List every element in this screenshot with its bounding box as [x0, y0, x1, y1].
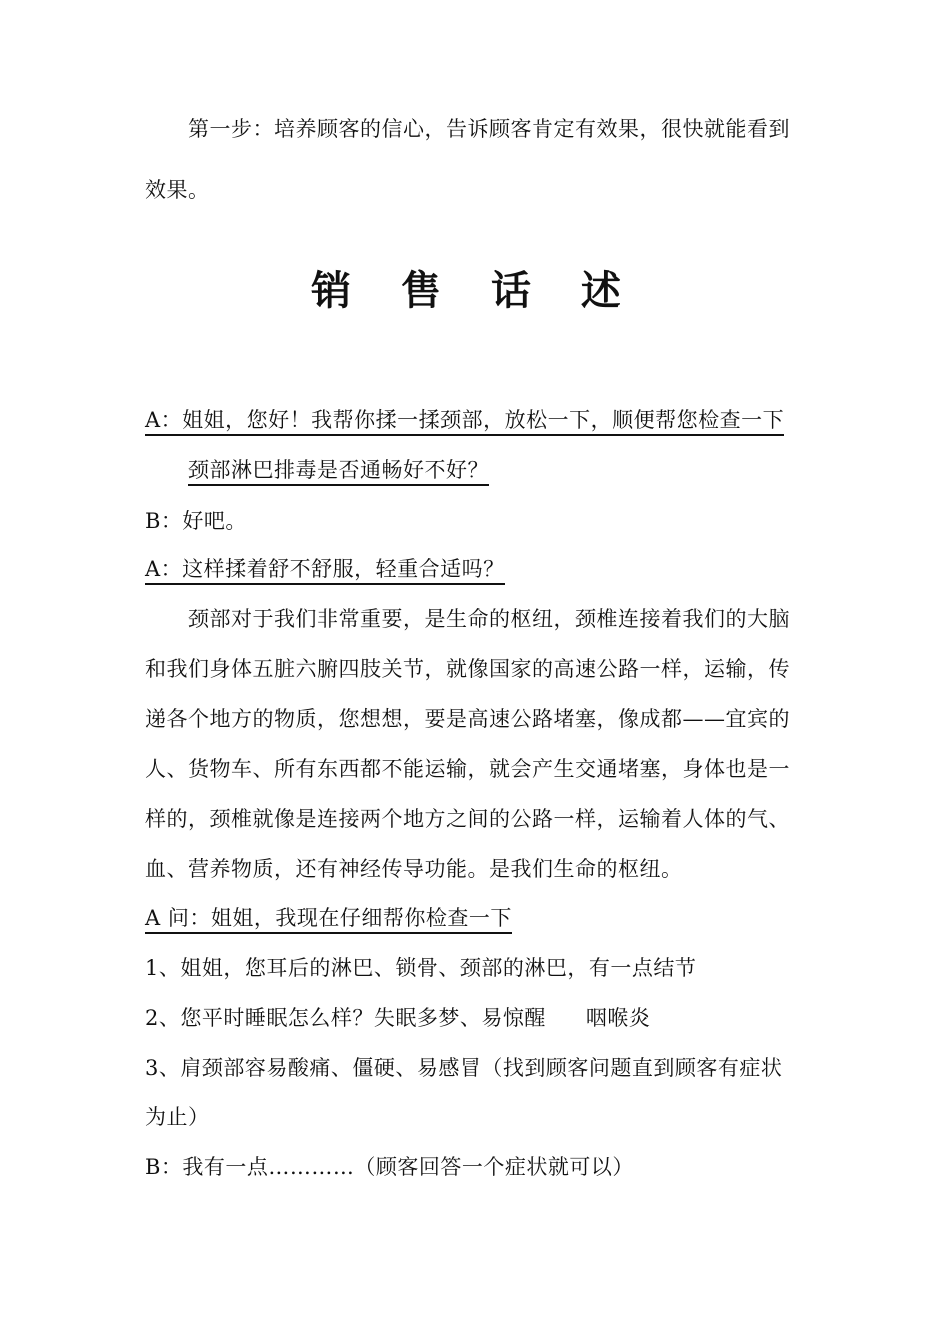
intro-step1-line2: 效果。 — [145, 178, 210, 202]
dialogue-b2: B：我有一点…………（顾客回答一个症状就可以） — [145, 1155, 634, 1179]
dialogue-b1: B：好吧。 — [145, 509, 247, 533]
dialogue-a2 — [145, 554, 505, 584]
paragraph-line: 颈部对于我们非常重要，是生命的枢纽，颈椎连接着我们的大脑 — [188, 607, 790, 631]
page-title: 销 售 话 述 — [311, 268, 639, 314]
paragraph-line: 和我们身体五脏六腑四肢关节，就像国家的高速公路一样，运输，传 — [145, 657, 790, 681]
check-item-3-line2: 为止） — [145, 1105, 210, 1129]
dialogue-a1-line2 — [188, 455, 489, 485]
intro-step1-line1: 第一步：培养顾客的信心，告诉顾客肯定有效果，很快就能看到 — [188, 117, 790, 141]
dialogue-a3-text: A 问：姐姐，我现在仔细帮你检查一下 — [145, 906, 512, 934]
dialogue-a2-text: A：这样揉着舒不舒服，轻重合适吗？ — [145, 557, 505, 585]
paragraph-line: 递各个地方的物质，您想想，要是高速公路堵塞，像成都——宜宾的 — [145, 707, 790, 731]
dialogue-a3 — [145, 903, 512, 933]
paragraph-line: 样的，颈椎就像是连接两个地方之间的公路一样，运输着人体的气、 — [145, 807, 790, 831]
dialogue-a1-line2-text: 颈部淋巴排毒是否通畅好不好？ — [188, 458, 489, 486]
check-item-2-text: 2、您平时睡眠怎么样？失眠多梦、易惊醒 — [145, 1006, 546, 1030]
check-item-2 — [145, 1003, 650, 1033]
check-item-2-extra: 咽喉炎 — [585, 1006, 651, 1030]
check-item-1: 1、姐姐，您耳后的淋巴、锁骨、颈部的淋巴，有一点结节 — [145, 956, 697, 980]
check-item-3-line1: 3、肩颈部容易酸痛、僵硬、易感冒（找到顾客问题直到顾客有症状 — [145, 1056, 783, 1080]
paragraph-line: 血、营养物质，还有神经传导功能。是我们生命的枢纽。 — [145, 857, 683, 881]
paragraph-line: 人、货物车、所有东西都不能运输，就会产生交通堵塞，身体也是一 — [145, 757, 790, 781]
dialogue-a1-line1-text: A：姐姐，您好！我帮你揉一揉颈部，放松一下，顺便帮您检查一下 — [145, 408, 784, 436]
dialogue-a1-line1 — [145, 405, 784, 435]
